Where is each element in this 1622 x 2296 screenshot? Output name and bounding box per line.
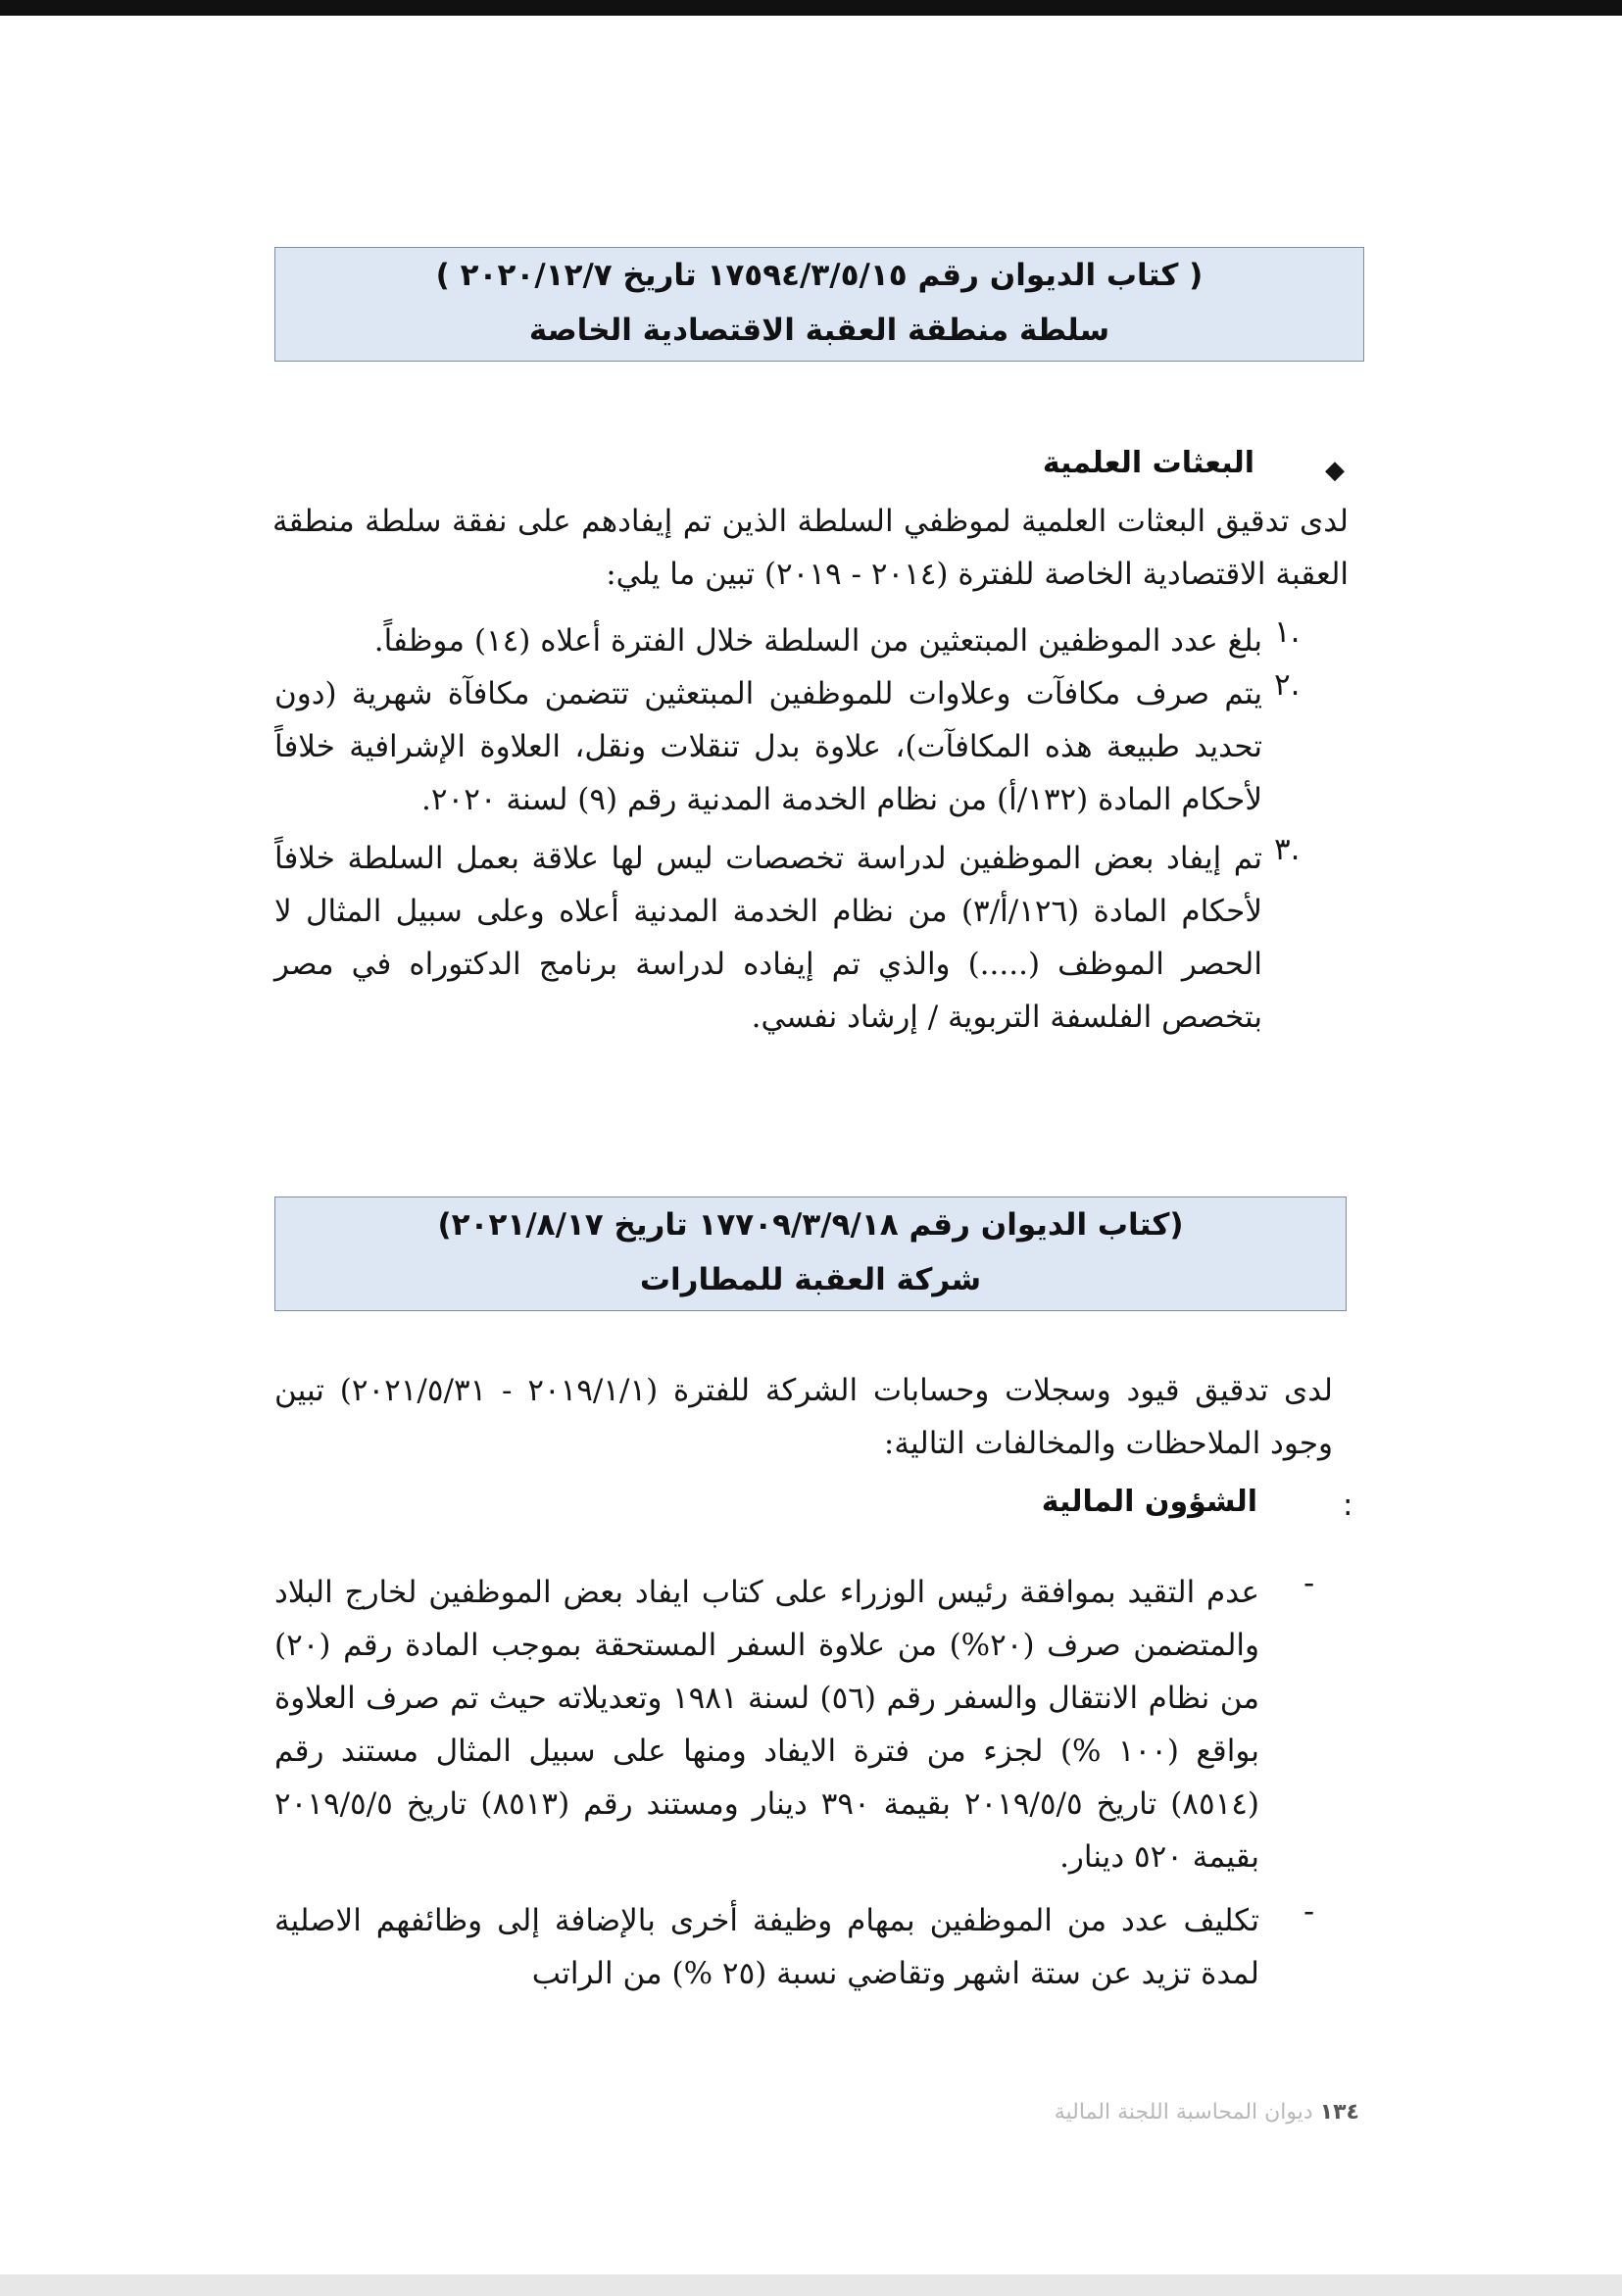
page-number: ١٣٤ <box>1319 2100 1359 2125</box>
list-item-number: ١. <box>1274 614 1301 650</box>
section1-intro-paragraph: لدى تدقيق البعثات العلمية لموظفي السلطة الذين تم إيفادهم على نفقة سلطة منطقة العقبة الاقتصادية الخاصة للفترة (٢٠١٤ - ٢٠١٩) تبين ما يلي: <box>272 504 1349 592</box>
scan-edge-bottom <box>0 2274 1622 2296</box>
section-title-scientific-missions: البعثات العلمية <box>1042 446 1254 480</box>
banner-letter-reference: (كتاب الديوان رقم ١٧٧٠٩/٣/٩/١٨ تاريخ ٢٠٢١/٨/١٧) <box>437 1207 1184 1243</box>
banner-entity-name: سلطة منطقة العقبة الاقتصادية الخاصة <box>528 313 1110 348</box>
letter-banner-aqaba-airports <box>274 1197 1347 1311</box>
dash-bullet: - <box>1303 1566 1315 1601</box>
list-item-number: ٣. <box>1274 832 1301 867</box>
diamond-bullet-icon: ◆ <box>1325 456 1345 485</box>
banner-letter-reference: ( كتاب الديوان رقم ١٧٥٩٤/٣/٥/١٥ تاريخ ٢٠٢٠/١٢/٧ ) <box>435 258 1204 293</box>
list-item-text: بلغ عدد الموظفين المبتعثين من السلطة خلال الفترة أعلاه (١٤) موظفاً. <box>373 623 1262 659</box>
banner-entity-name: شركة العقبة للمطارات <box>639 1262 982 1297</box>
letter-banner-aqaba-authority <box>274 247 1364 362</box>
heading-colon-marker: : <box>1343 1488 1353 1523</box>
list-item-text: تكليف عدد من الموظفين بمهام وظيفة أخرى بالإضافة إلى وظائفهم الاصلية لمدة تزيد عن ستة اشهر وتقاضي نسبة (٢٥ %) من الراتب <box>274 1903 1259 1991</box>
section2-intro-paragraph: لدى تدقيق قيود وسجلات وحسابات الشركة للفترة (٢٠١٩/١/١ - ٢٠٢١/٥/٣١) تبين وجود الملاحظات والمخالفات التالية: <box>274 1373 1333 1461</box>
list-item-text: تم إيفاد بعض الموظفين لدراسة تخصصات ليس لها علاقة بعمل السلطة خلافاً لأحكام المادة (١٢٦/أ/٣) من نظام الخدمة المدنية أعلاه وعلى سبيل المثال لا الحصر الموظف (.....) والذي تم إيفاده لدراسة برنامج الدكتوراه في مصر بتخصص الفلسفة التربوية / إرشاد نفسي. <box>274 841 1262 1035</box>
list-item-number: ٢. <box>1274 667 1301 703</box>
dash-bullet: - <box>1303 1894 1315 1930</box>
footer-text: ديوان المحاسبة اللجنة المالية <box>1054 2100 1313 2125</box>
section-title-financial-affairs: الشؤون المالية <box>1041 1485 1257 1519</box>
page-footer <box>1055 2100 1359 2125</box>
list-item-text: عدم التقيد بموافقة رئيس الوزراء على كتاب ايفاد بعض الموظفين لخارج البلاد والمتضمن صرف (٢٠%) من علاوة السفر المستحقة بموجب المادة رقم (٢٠) من نظام الانتقال والسفر رقم (٥٦) لسنة ١٩٨١ وتعديلاته حيث تم صرف العلاوة بواقع (١٠٠ %) لجزء من فترة الايفاد ومنها على سبيل المثال مستند رقم (٨٥١٤) تاريخ ٢٠١٩/٥/٥ بقيمة ٣٩٠ دينار ومستند رقم (٨٥١٣) تاريخ ٢٠١٩/٥/٥ بقيمة ٥٢٠ دينار. <box>274 1575 1260 1875</box>
list-item-text: يتم صرف مكافآت وعلاوات للموظفين المبتعثين تتضمن مكافآة شهرية (دون تحديد طبيعة هذه المكافآت)، علاوة بدل تنقلات ونقل، العلاوة الإشرافية خلافاً لأحكام المادة (١٣٢/أ) من نظام الخدمة المدنية رقم (٩) لسنة ٢٠٢٠. <box>274 676 1263 817</box>
scan-edge-top <box>0 0 1622 16</box>
